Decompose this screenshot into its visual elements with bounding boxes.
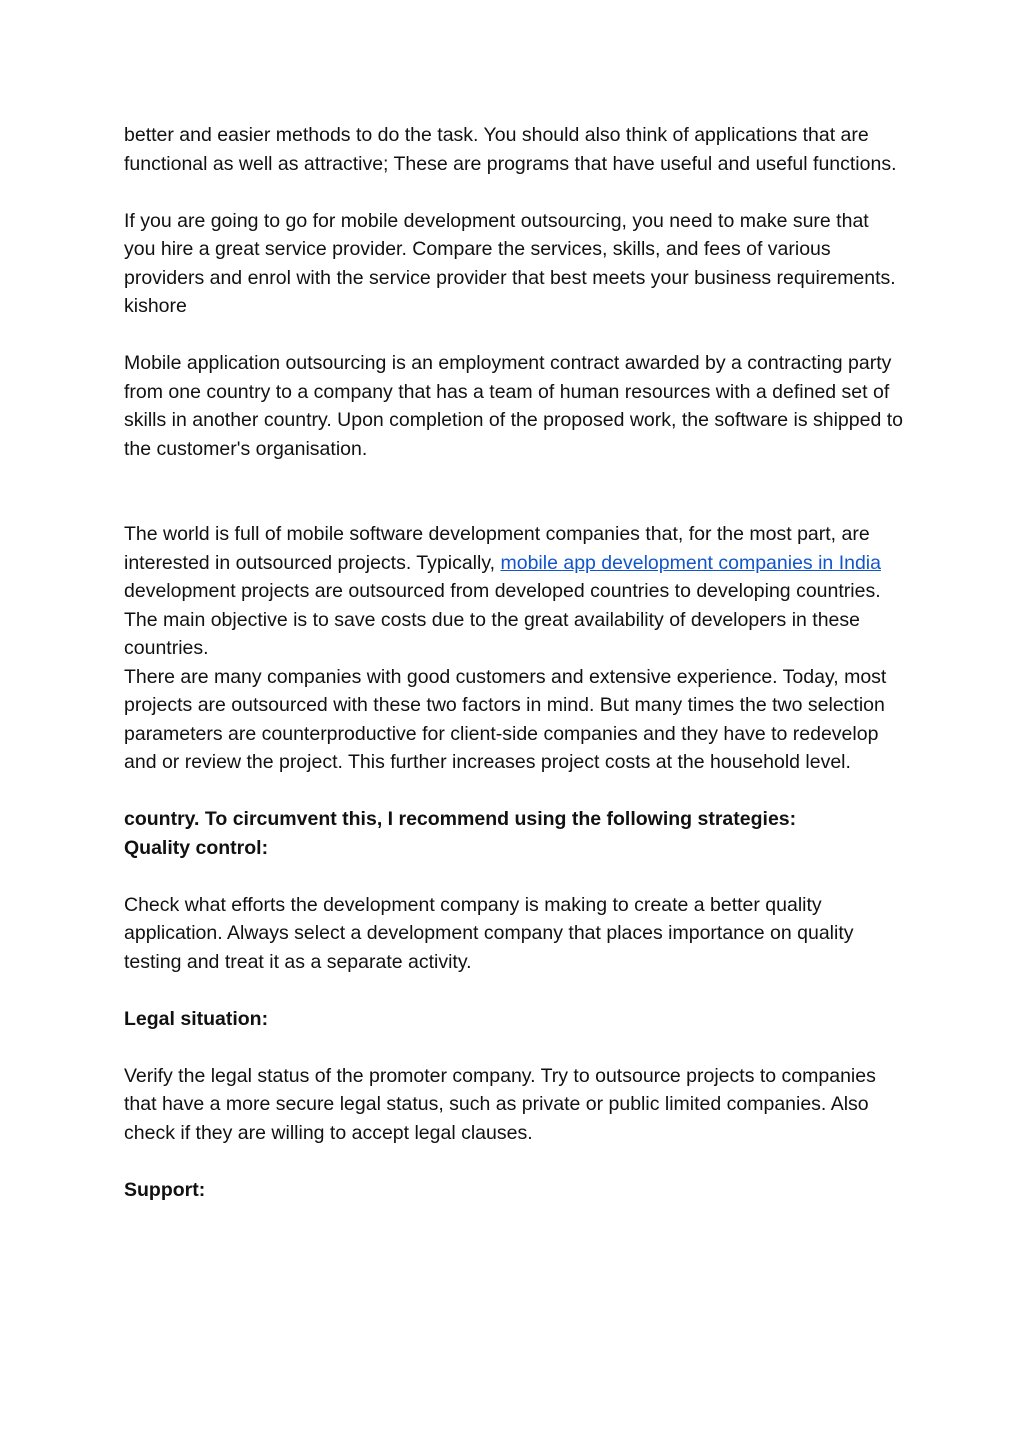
paragraph-spacer [124, 1033, 904, 1062]
paragraph-world-companies [124, 520, 904, 663]
paragraph-spacer [124, 777, 904, 806]
paragraph-spacer [124, 1147, 904, 1176]
india-companies-link[interactable]: mobile app development companies in India [500, 551, 881, 574]
paragraph-spacer [124, 862, 904, 891]
paragraph-spacer [124, 178, 904, 207]
heading-legal-situation: Legal situation: [124, 1007, 269, 1030]
paragraph-text: The world is full of mobile software development companies that, for the most part, are interested in outsourced projects. Typically, [124, 523, 870, 574]
paragraph-legal: Verify the legal status of the promoter company. Try to outsource projects to companies that have a more secure legal status, such as private or public limited companies. Also check if they are willing to accept legal clauses. [124, 1064, 876, 1144]
paragraph-spacer [124, 463, 904, 520]
paragraph-outsourcing-provider: If you are going to go for mobile development outsourcing, you need to make sure that you hire a great service provider. Compare the services, skills, and fees of various providers and enrol with the service provider that best meets your business requirements. kishore [124, 209, 896, 317]
document-page [124, 121, 904, 1204]
paragraph-intro: better and easier methods to do the task. You should also think of applications that are functional as well as attractive; These are programs that have useful and useful functions. [124, 124, 897, 175]
heading-support: Support: [124, 1178, 206, 1201]
paragraph-quality: Check what efforts the development company is making to create a better quality application. Always select a development company that places importance on quality testing and treat it as a separate activity. [124, 893, 854, 973]
paragraph-definition: Mobile application outsourcing is an employment contract awarded by a contracting party from one country to a company that has a team of human resources with a defined set of skills in another country. Upon completion of the proposed work, the software is shipped to the customer's organisation. [124, 352, 903, 460]
heading-quality-control: Quality control: [124, 836, 269, 859]
strategies-intro: country. To circumvent this, I recommend using the following strategies: [124, 808, 797, 830]
paragraph-text: development projects are outsourced from developed countries to developing countries. The main objective is to save costs due to the great availability of developers in these countries. [124, 580, 881, 659]
paragraph-spacer [124, 976, 904, 1005]
paragraph-experience: There are many companies with good customers and extensive experience. Today, most projects are outsourced with these two factors in mind. But many times the two selection parameters are counterproductive for client-side companies and they have to redevelop and or review the project. This further increases project costs at the household level. [124, 665, 887, 773]
paragraph-spacer [124, 321, 904, 350]
